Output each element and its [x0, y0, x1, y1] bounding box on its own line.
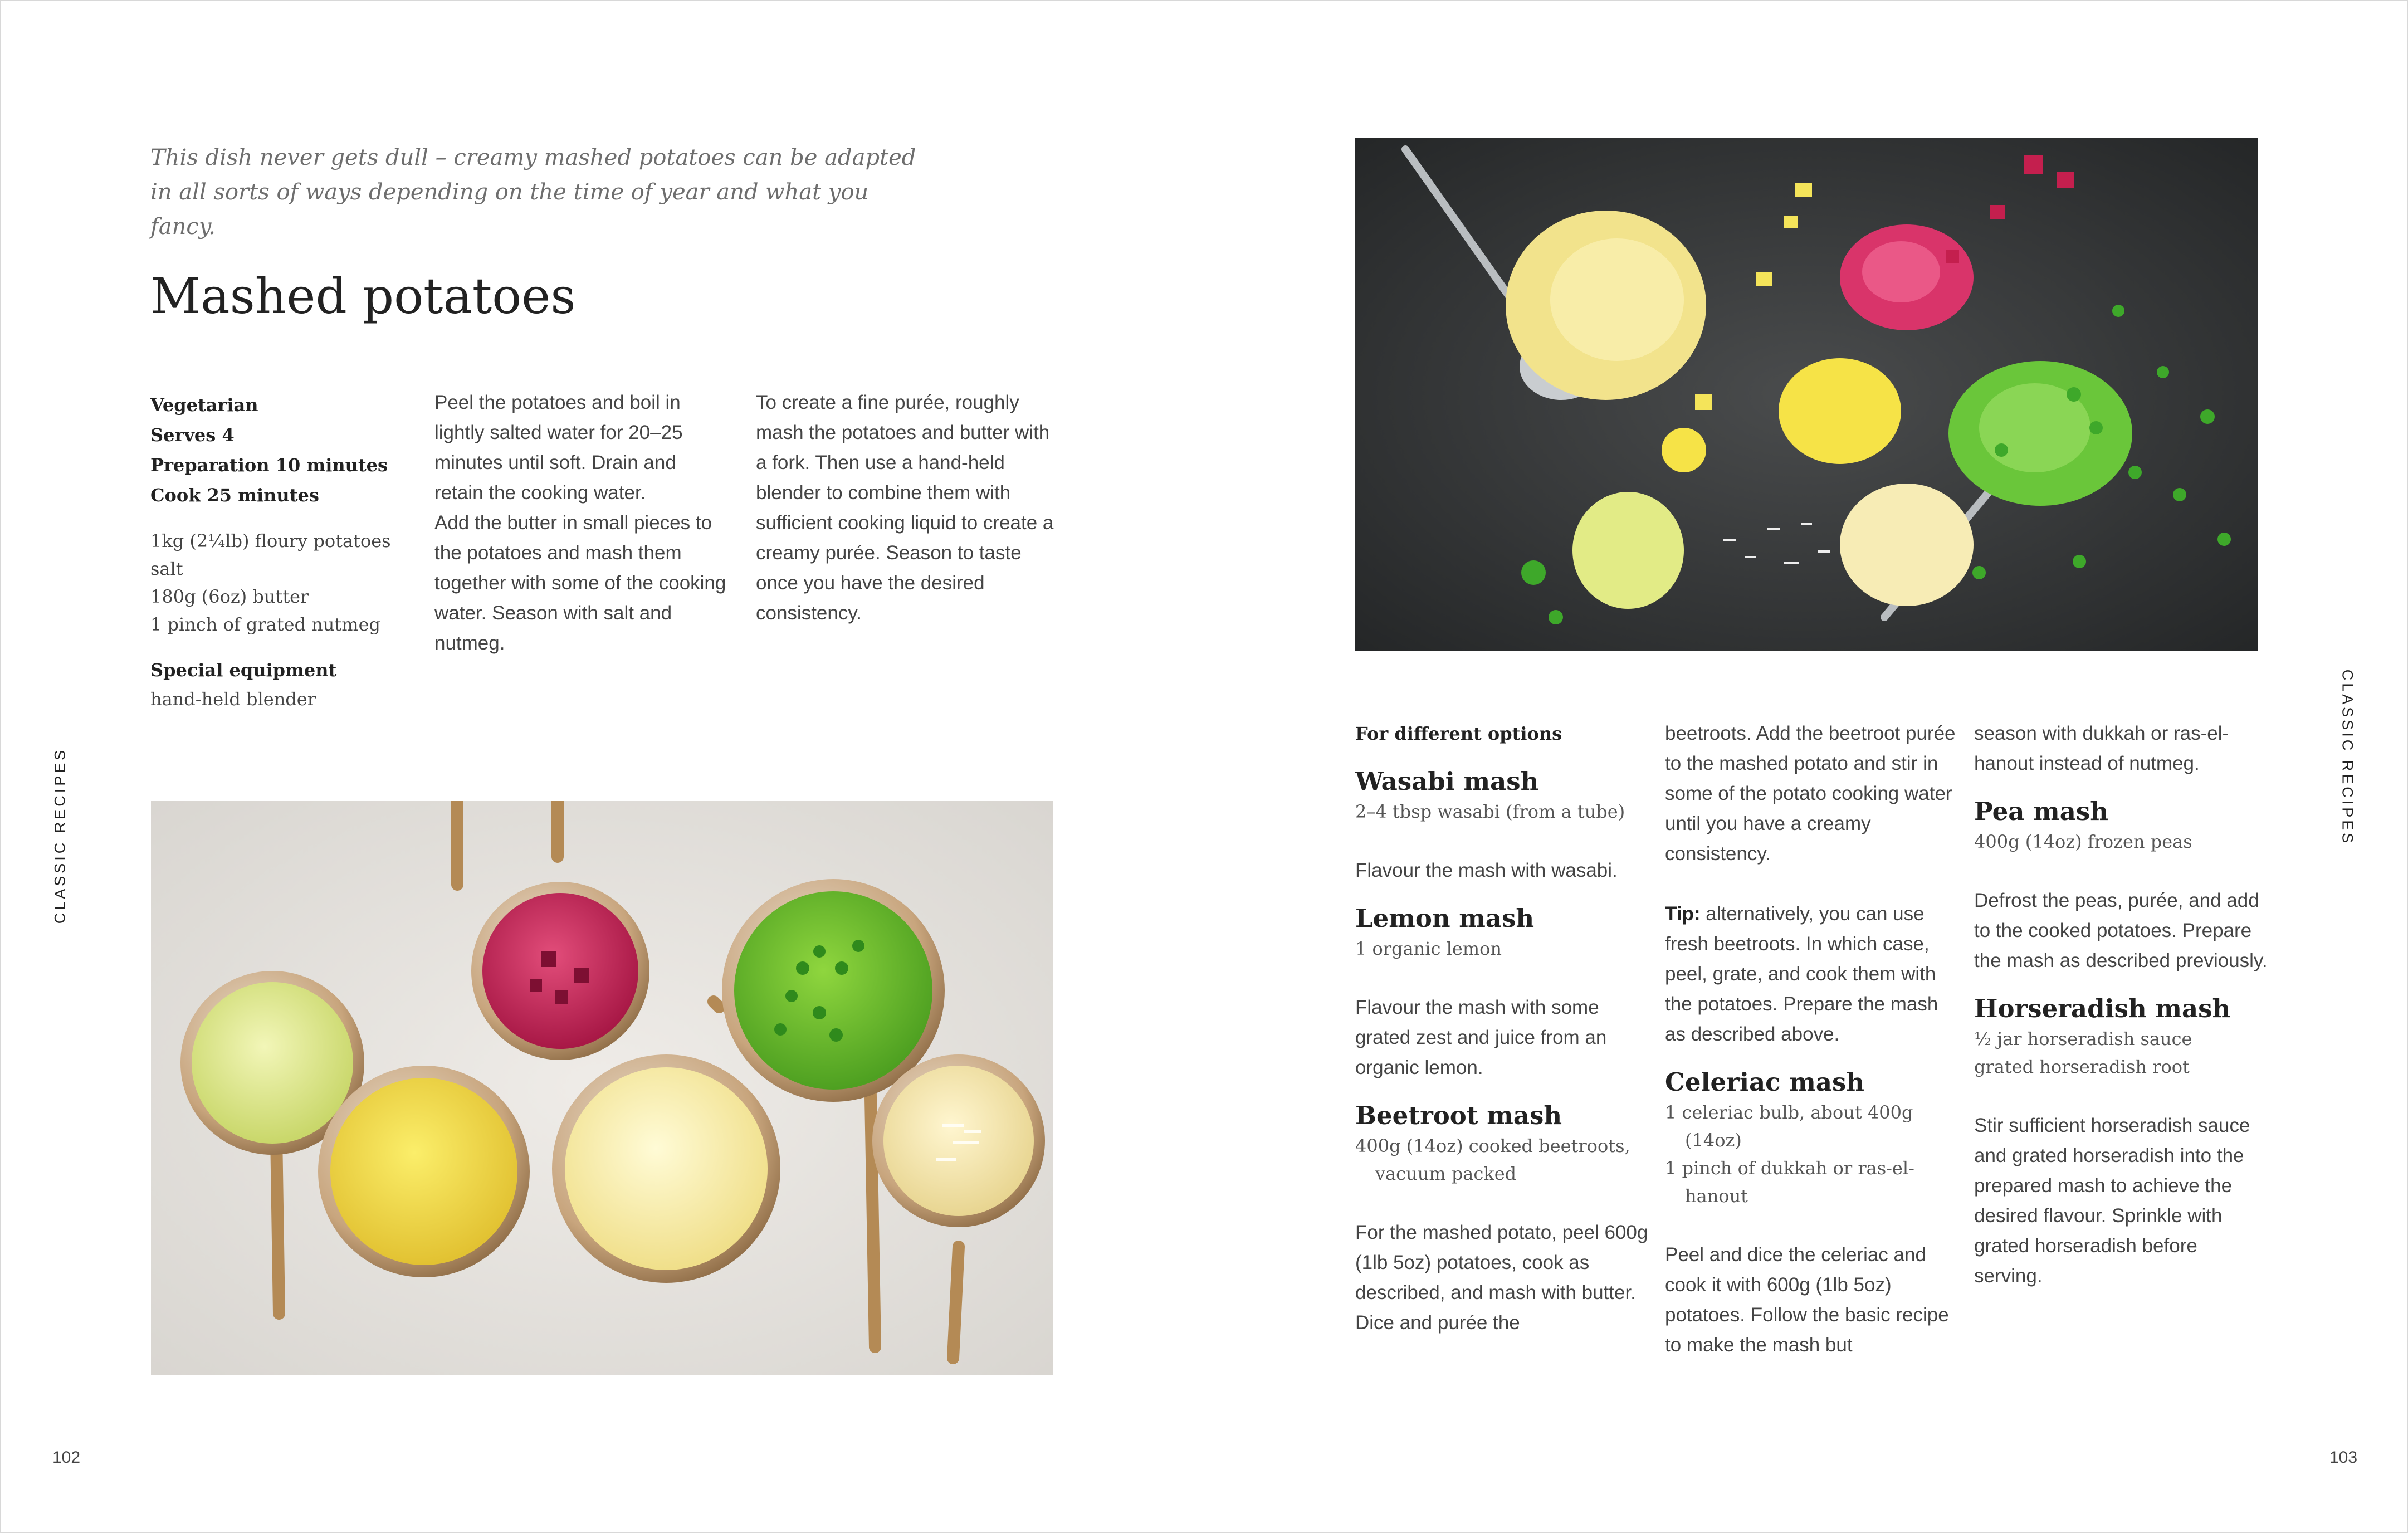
horseradish-ingredient: grated horseradish root	[1974, 1056, 2190, 1077]
method-column-2	[756, 388, 1057, 628]
tip-text: alternatively, you can use fresh beetroots. In which case, peel, grate, and cook them with the potatoes. Prepare the mash as described above.	[1665, 903, 1938, 1045]
meta-cook: Cook 25 minutes	[150, 485, 319, 506]
options-column-1	[1355, 719, 1650, 1338]
ingredient-butter: 180g (6oz) butter	[150, 586, 309, 607]
beetroot-ingredient: 400g (14oz) cooked beetroots, vacuum packed	[1355, 1135, 1630, 1184]
beetroot-method: For the mashed potato, peel 600g (1lb 5oz) potatoes, cook as described, and mash with butter. Dice and purée the	[1355, 1222, 1648, 1334]
celeriac-method-continued: season with dukkah or ras-el-hanout instead of nutmeg.	[1974, 722, 2229, 774]
beetroot-title: Beetroot mash	[1355, 1101, 1562, 1130]
method-paragraph: To create a fine purée, roughly mash the potatoes and butter with a fork. Then use a hand-held blender to combine them with sufficient cooking liquid to create a creamy purée. Season to taste once you have the desired consistency.	[756, 392, 1054, 624]
photo-mash-dollops	[1355, 138, 2258, 651]
options-label: For different options	[1355, 723, 1562, 744]
intro-line-1: This dish never gets dull – creamy mashed potatoes can be adapted	[150, 145, 916, 170]
intro-line-2: in all sorts of ways depending on the time of year and what you fancy.	[150, 179, 869, 240]
page-number: 103	[2329, 1448, 2358, 1467]
wasabi-title: Wasabi mash	[1355, 766, 1539, 796]
celeriac-ingredient: 1 pinch of dukkah or ras-el-hanout	[1665, 1158, 1914, 1207]
recipe-title: Mashed potatoes	[150, 267, 576, 325]
options-column-2	[1665, 719, 1960, 1360]
pea-ingredient: 400g (14oz) frozen peas	[1974, 831, 2192, 852]
side-label: CLASSIC RECIPES	[51, 747, 69, 924]
lemon-ingredient: 1 organic lemon	[1355, 938, 1502, 959]
recipe-meta	[150, 390, 412, 713]
celeriac-method: Peel and dice the celeriac and cook it with 600g (1lb 5oz) potatoes. Follow the basic recipe to make the mash but	[1665, 1244, 1949, 1356]
photo-saucepans	[151, 801, 1053, 1375]
wasabi-method: Flavour the mash with wasabi.	[1355, 860, 1618, 881]
pea-title: Pea mash	[1974, 797, 2108, 826]
ingredient-potatoes: 1kg (2¼lb) floury potatoes	[150, 530, 391, 551]
celeriac-title: Celeriac mash	[1665, 1067, 1865, 1097]
horseradish-method: Stir sufficient horseradish sauce and grated horseradish into the prepared mash to achieve the desired flavour. Sprinkle with grated horseradish before serving.	[1974, 1115, 2250, 1287]
equipment-label: Special equipment	[150, 660, 337, 681]
ingredient-salt: salt	[150, 558, 183, 579]
beetroot-tip	[1665, 899, 1960, 1049]
horseradish-title: Horseradish mash	[1974, 994, 2231, 1023]
horseradish-ingredient: ½ jar horseradish sauce	[1974, 1028, 2192, 1049]
pea-method: Defrost the peas, purée, and add to the cooked potatoes. Prepare the mash as described previously.	[1974, 890, 2268, 971]
method-paragraph: Peel the potatoes and boil in lightly salted water for 20–25 minutes until soft. Drain and retain the cooking water.	[434, 392, 683, 504]
lemon-title: Lemon mash	[1355, 904, 1535, 933]
side-label: CLASSIC RECIPES	[2339, 669, 2356, 846]
celeriac-ingredient: 1 celeriac bulb, about 400g (14oz)	[1665, 1102, 1913, 1151]
options-column-3	[1974, 719, 2269, 1291]
lemon-method: Flavour the mash with some grated zest and juice from an organic lemon.	[1355, 997, 1607, 1078]
wasabi-ingredient: 2–4 tbsp wasabi (from a tube)	[1355, 801, 1625, 822]
tip-label: Tip:	[1665, 903, 1701, 925]
meta-prep: Preparation 10 minutes	[150, 455, 388, 476]
meta-serves: Serves 4	[150, 424, 235, 446]
page-number: 102	[52, 1448, 81, 1467]
beetroot-method-continued: beetroots. Add the beetroot purée to the mashed potato and stir in some of the potato cooking water until you have a creamy consistency.	[1665, 722, 1956, 865]
method-column-1	[434, 388, 730, 658]
method-paragraph: Add the butter in small pieces to the potatoes and mash them together with some of the cooking water. Season with salt and nutmeg.	[434, 512, 726, 654]
ingredient-nutmeg: 1 pinch of grated nutmeg	[150, 614, 380, 635]
meta-diet: Vegetarian	[150, 394, 258, 416]
right-page	[1204, 0, 2408, 1533]
intro-text	[150, 140, 930, 244]
equipment-item: hand-held blender	[150, 689, 316, 710]
